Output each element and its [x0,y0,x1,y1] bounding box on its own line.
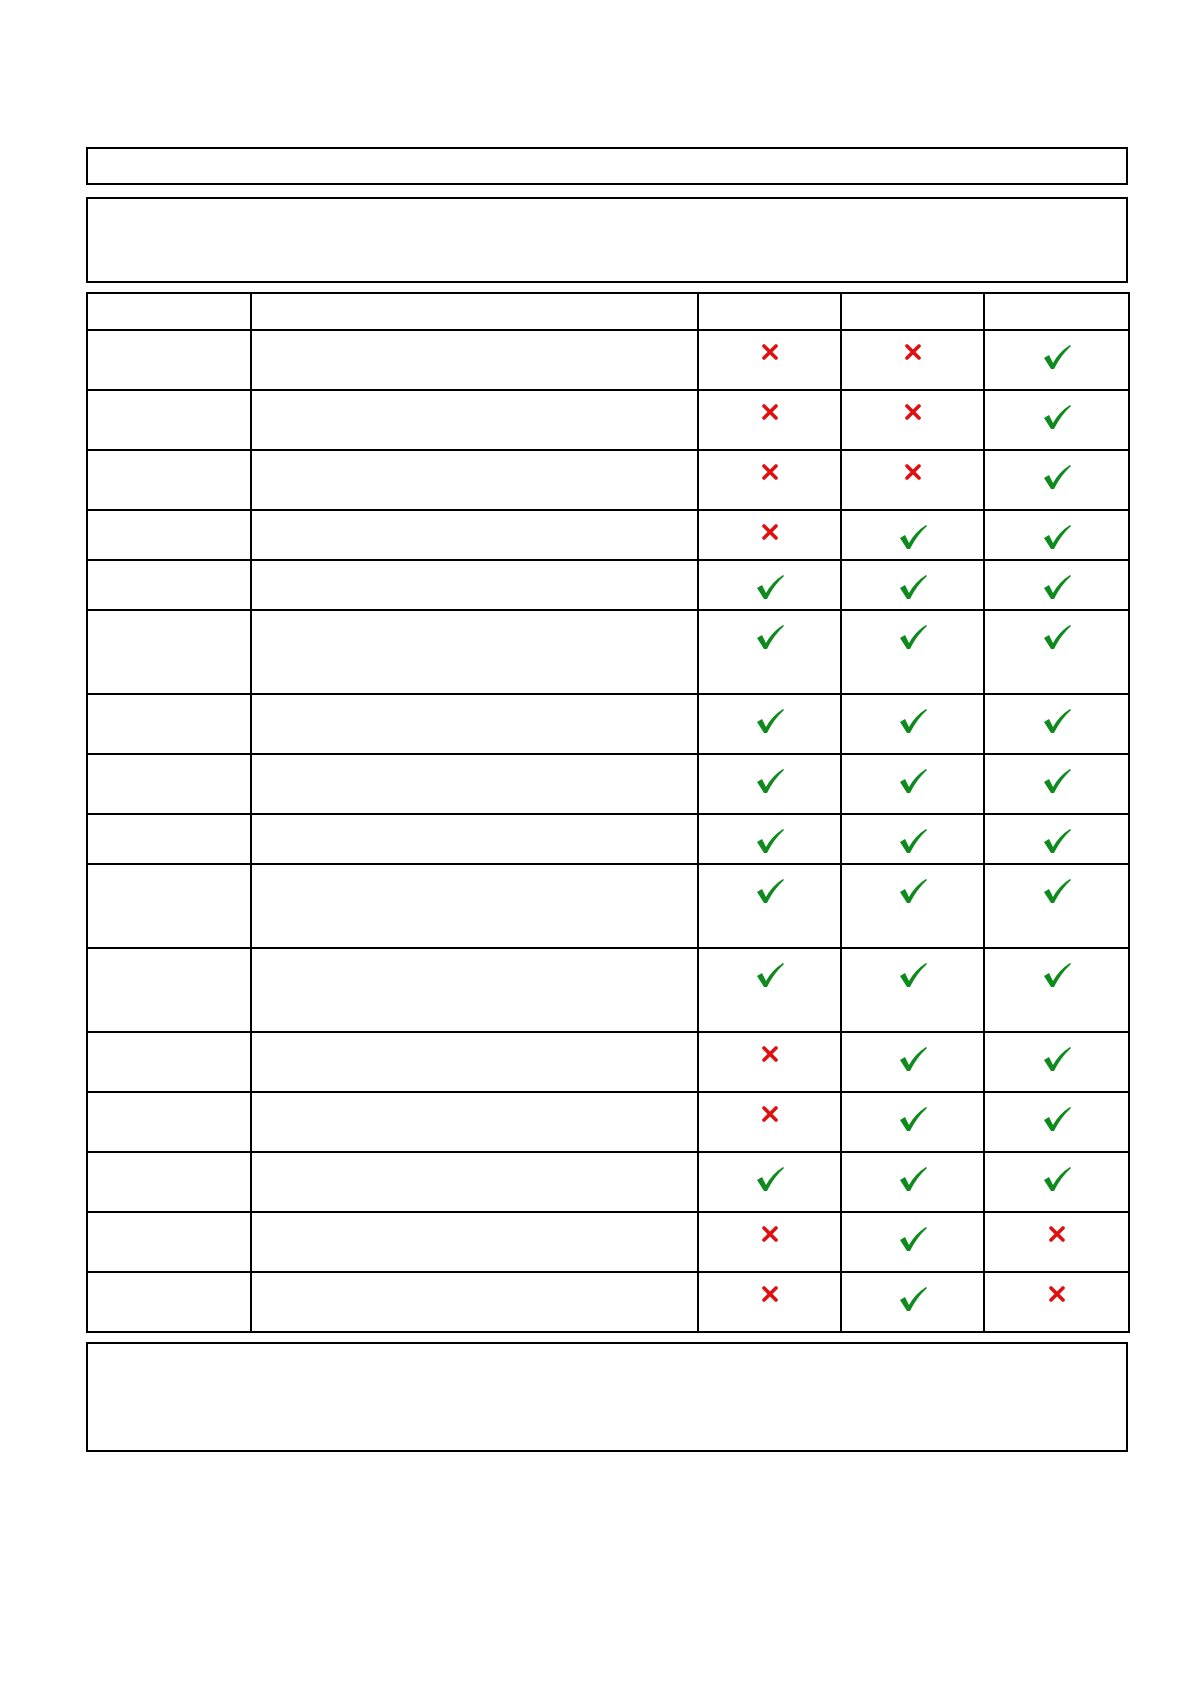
cross-icon [1048,1225,1066,1243]
mark-cell [841,1212,984,1272]
mark-cell [984,1092,1129,1152]
cross-icon [761,1225,779,1243]
mark-cell [841,694,984,754]
table-row [87,694,1129,754]
mark-cell [984,694,1129,754]
mark-cell [984,814,1129,864]
table-row [87,1272,1129,1332]
mark-cell [984,1152,1129,1212]
mark-cell [841,610,984,694]
row-description-cell [251,948,698,1032]
cross-icon [904,343,922,361]
check-icon [1042,343,1072,371]
row-label-cell [87,390,251,450]
table-row [87,330,1129,390]
check-icon [755,827,785,855]
check-icon [755,707,785,735]
check-icon [1042,573,1072,601]
mark-cell [841,754,984,814]
table-row [87,610,1129,694]
row-label-cell [87,1212,251,1272]
mark-cell [841,1032,984,1092]
table-row [87,1152,1129,1212]
mark-cell [984,510,1129,560]
mark-cell [984,560,1129,610]
mark-cell [698,948,841,1032]
table-row [87,390,1129,450]
header-cell [698,293,841,330]
check-icon [898,767,928,795]
check-icon [1042,463,1072,491]
row-label-cell [87,1092,251,1152]
mark-cell [841,450,984,510]
mark-cell [984,1032,1129,1092]
mark-cell [698,1152,841,1212]
mark-cell [841,1092,984,1152]
cross-icon [761,1285,779,1303]
mark-cell [698,1032,841,1092]
check-icon [898,827,928,855]
check-icon [1042,1045,1072,1073]
check-icon [755,961,785,989]
mark-cell [698,814,841,864]
check-icon [898,877,928,905]
mark-cell [698,694,841,754]
check-icon [1042,767,1072,795]
mark-cell [841,1272,984,1332]
row-description-cell [251,560,698,610]
cross-icon [761,1045,779,1063]
header-cell [841,293,984,330]
mark-cell [841,864,984,948]
title-box [86,147,1128,185]
check-icon [1042,523,1072,551]
mark-cell [984,1272,1129,1332]
mark-cell [698,1092,841,1152]
cross-icon [761,463,779,481]
row-label-cell [87,694,251,754]
table-row [87,754,1129,814]
mark-cell [841,510,984,560]
row-label-cell [87,450,251,510]
cross-icon [761,343,779,361]
mark-cell [984,450,1129,510]
check-icon [1042,961,1072,989]
cross-icon [761,403,779,421]
row-description-cell [251,390,698,450]
row-label-cell [87,560,251,610]
check-icon [898,707,928,735]
mark-cell [984,330,1129,390]
mark-cell [984,754,1129,814]
row-description-cell [251,864,698,948]
table-row [87,1032,1129,1092]
check-icon [1042,1105,1072,1133]
row-label-cell [87,1152,251,1212]
mark-cell [984,864,1129,948]
table-row [87,1092,1129,1152]
cross-icon [761,1105,779,1123]
mark-cell [698,390,841,450]
row-description-cell [251,814,698,864]
mark-cell [984,390,1129,450]
mark-cell [698,510,841,560]
header-cell [87,293,251,330]
row-label-cell [87,610,251,694]
comparison-table [86,292,1130,1333]
mark-cell [698,330,841,390]
mark-cell [698,610,841,694]
mark-cell [841,330,984,390]
check-icon [898,961,928,989]
header-cell [251,293,698,330]
mark-cell [984,1212,1129,1272]
row-description-cell [251,510,698,560]
row-label-cell [87,864,251,948]
header-cell [984,293,1129,330]
check-icon [1042,403,1072,431]
cross-icon [1048,1285,1066,1303]
row-description-cell [251,1272,698,1332]
mark-cell [841,948,984,1032]
row-description-cell [251,330,698,390]
check-icon [898,573,928,601]
row-description-cell [251,1092,698,1152]
check-icon [755,877,785,905]
row-description-cell [251,610,698,694]
table-row [87,1212,1129,1272]
check-icon [898,1225,928,1253]
mark-cell [984,948,1129,1032]
table-row [87,814,1129,864]
row-description-cell [251,1212,698,1272]
check-icon [755,767,785,795]
table-row [87,948,1129,1032]
row-description-cell [251,694,698,754]
check-icon [1042,1165,1072,1193]
mark-cell [698,1212,841,1272]
check-icon [1042,707,1072,735]
row-description-cell [251,1152,698,1212]
row-label-cell [87,510,251,560]
mark-cell [698,450,841,510]
row-description-cell [251,450,698,510]
cross-icon [904,403,922,421]
cross-icon [904,463,922,481]
mark-cell [841,814,984,864]
row-label-cell [87,814,251,864]
mark-cell [698,1272,841,1332]
row-description-cell [251,754,698,814]
check-icon [898,1105,928,1133]
table-row [87,864,1129,948]
check-icon [898,1045,928,1073]
check-icon [755,1165,785,1193]
intro-box [86,197,1128,283]
check-icon [1042,623,1072,651]
check-icon [898,623,928,651]
row-label-cell [87,1032,251,1092]
mark-cell [984,610,1129,694]
mark-cell [698,864,841,948]
check-icon [1042,877,1072,905]
table-row [87,510,1129,560]
table-row [87,450,1129,510]
table-row [87,560,1129,610]
table-header-row [87,293,1129,330]
row-description-cell [251,1032,698,1092]
mark-cell [841,560,984,610]
check-icon [898,1165,928,1193]
row-label-cell [87,330,251,390]
mark-cell [698,754,841,814]
check-icon [898,1285,928,1313]
row-label-cell [87,754,251,814]
cross-icon [761,523,779,541]
mark-cell [698,560,841,610]
check-icon [1042,827,1072,855]
mark-cell [841,1152,984,1212]
check-icon [898,523,928,551]
check-icon [755,623,785,651]
mark-cell [841,390,984,450]
footer-box [86,1342,1128,1452]
row-label-cell [87,948,251,1032]
check-icon [755,573,785,601]
row-label-cell [87,1272,251,1332]
